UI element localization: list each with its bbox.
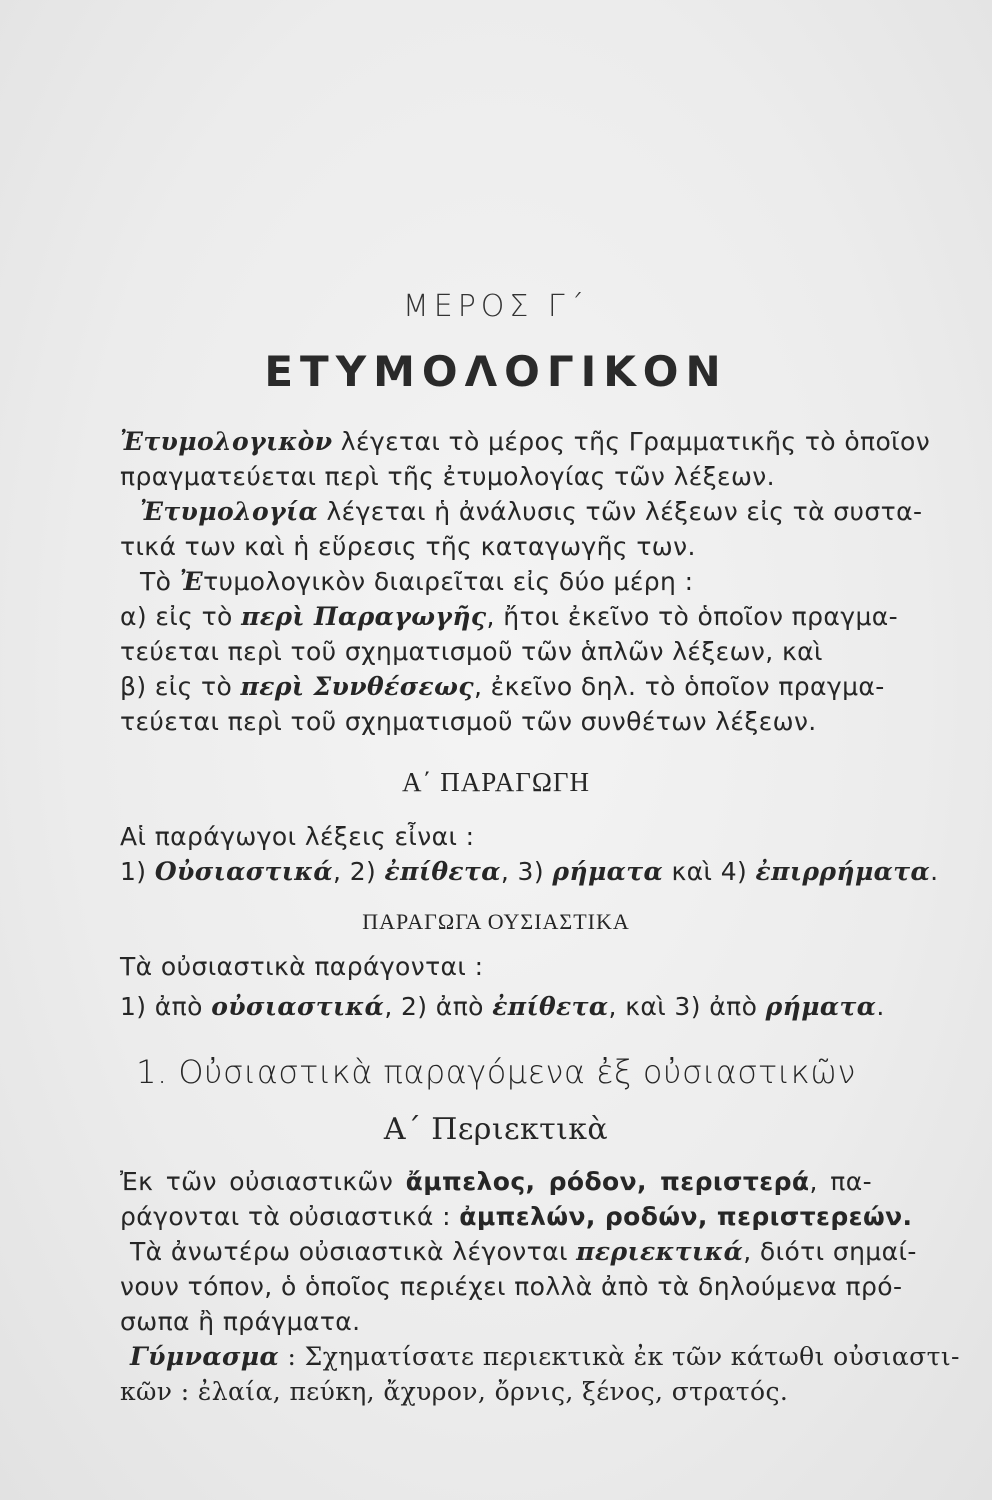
- term-etymologia: Ἐτυμολογία: [140, 497, 319, 526]
- section-a-line-2: 1) Οὐσιαστικά, 2) ἐπίθετα, 3) ρήματα καὶ 4) ἐπιρρήματα.: [120, 857, 939, 886]
- intro-line-6: α) εἰς τὸ περὶ Παραγωγῆς, ἤτοι ἐκεῖνο τὸ ὁποῖον πραγμα-: [120, 602, 899, 631]
- sub1-line-6: Γύμνασμα : Σχηματίσατε περιεκτικὰ ἐκ τῶν κάτωθι οὐσιαστι-: [130, 1342, 960, 1371]
- intro-line-7: τεύεται περὶ τοῦ σχηματισμοῦ τῶν ἁπλῶν λέξεων, καὶ: [120, 637, 823, 666]
- subsection-heading-1: 1. Οὐσιαστικὰ παραγόμενα ἐξ οὐσιαστικῶν: [136, 1053, 856, 1091]
- section-a-line-1: Αἱ παράγωγοι λέξεις εἶναι :: [120, 822, 475, 851]
- intro-line-8: β) εἰς τὸ περὶ Συνθέσεως, ἐκεῖνο δηλ. τὸ ὁποῖον πραγμα-: [120, 672, 885, 701]
- derived-line-2: 1) ἀπὸ οὐσιαστικά, 2) ἀπὸ ἐπίθετα, καὶ 3) ἀπὸ ρήματα.: [120, 992, 885, 1021]
- part-label: ΜΕΡΟΣ Γ΄: [402, 289, 590, 324]
- sub1-line-7: κῶν : ἐλαία, πεύκη, ἄχυρον, ὄρνις, ξένος, στρατός.: [120, 1377, 789, 1406]
- intro-line-3: Ἐτυμολογία λέγεται ἡ ἀνάλυσις τῶν λέξεων εἰς τὰ συστα-: [140, 497, 923, 526]
- sub1-line-3: Τὰ ἀνωτέρω οὐσιαστικὰ λέγονται περιεκτικά, διότι σημαί-: [130, 1237, 917, 1266]
- sub1-line-4: νουν τόπον, ὁ ὁποῖος περιέχει πολλὰ ἀπὸ τὰ δηλούμενα πρό-: [120, 1272, 903, 1301]
- sub1-line-5: σωπα ἢ πράγματα.: [120, 1307, 361, 1336]
- term-paragogis: περὶ Παραγωγῆς: [241, 602, 487, 631]
- subsection-subheading-periektika: Α΄ Περιεκτικὰ: [383, 1112, 609, 1147]
- intro-line-9: τεύεται περὶ τοῦ σχηματισμοῦ τῶν συνθέτων λέξεων.: [120, 707, 817, 736]
- term-etymologikon: Ἐτυμολογικὸν: [120, 427, 333, 456]
- derived-line-1: Τὰ οὐσιαστικὰ παράγονται :: [120, 952, 484, 981]
- term-syntheseos: περὶ Συνθέσεως: [240, 672, 474, 701]
- intro-line-2: πραγματεύεται περὶ τῆς ἐτυμολογίας τῶν λέξεων.: [120, 462, 775, 491]
- intro-line-4: τικά των καὶ ἡ εὕρεσις τῆς καταγωγῆς των.: [120, 532, 696, 561]
- page-title: ΕΤΥΜΟΛΟΓΙΚΟΝ: [264, 347, 728, 396]
- sub1-line-2: ράγονται τὰ οὐσιαστικά : ἀμπελών, ροδών, περιστερεών.: [120, 1202, 913, 1231]
- heading-paragoga-ousiastika: ΠΑΡΑΓΩΓΑ ΟΥΣΙΑΣΤΙΚΑ: [362, 909, 630, 934]
- term-gymnasma: Γύμνασμα: [130, 1342, 280, 1371]
- sub1-line-1: Ἐκ τῶν οὐσιαστικῶν ἄμπελος, ρόδον, περιστερά, πα-: [120, 1167, 873, 1196]
- intro-line-5: Τὸ Ἐτυμολογικὸν διαιρεῖται εἰς δύο μέρη :: [140, 567, 694, 596]
- intro-line-1: Ἐτυμολογικὸν λέγεται τὸ μέρος τῆς Γραμματικῆς τὸ ὁποῖον: [120, 427, 931, 456]
- section-heading-paragogi: Α΄ ΠΑΡΑΓΩΓΗ: [401, 767, 591, 797]
